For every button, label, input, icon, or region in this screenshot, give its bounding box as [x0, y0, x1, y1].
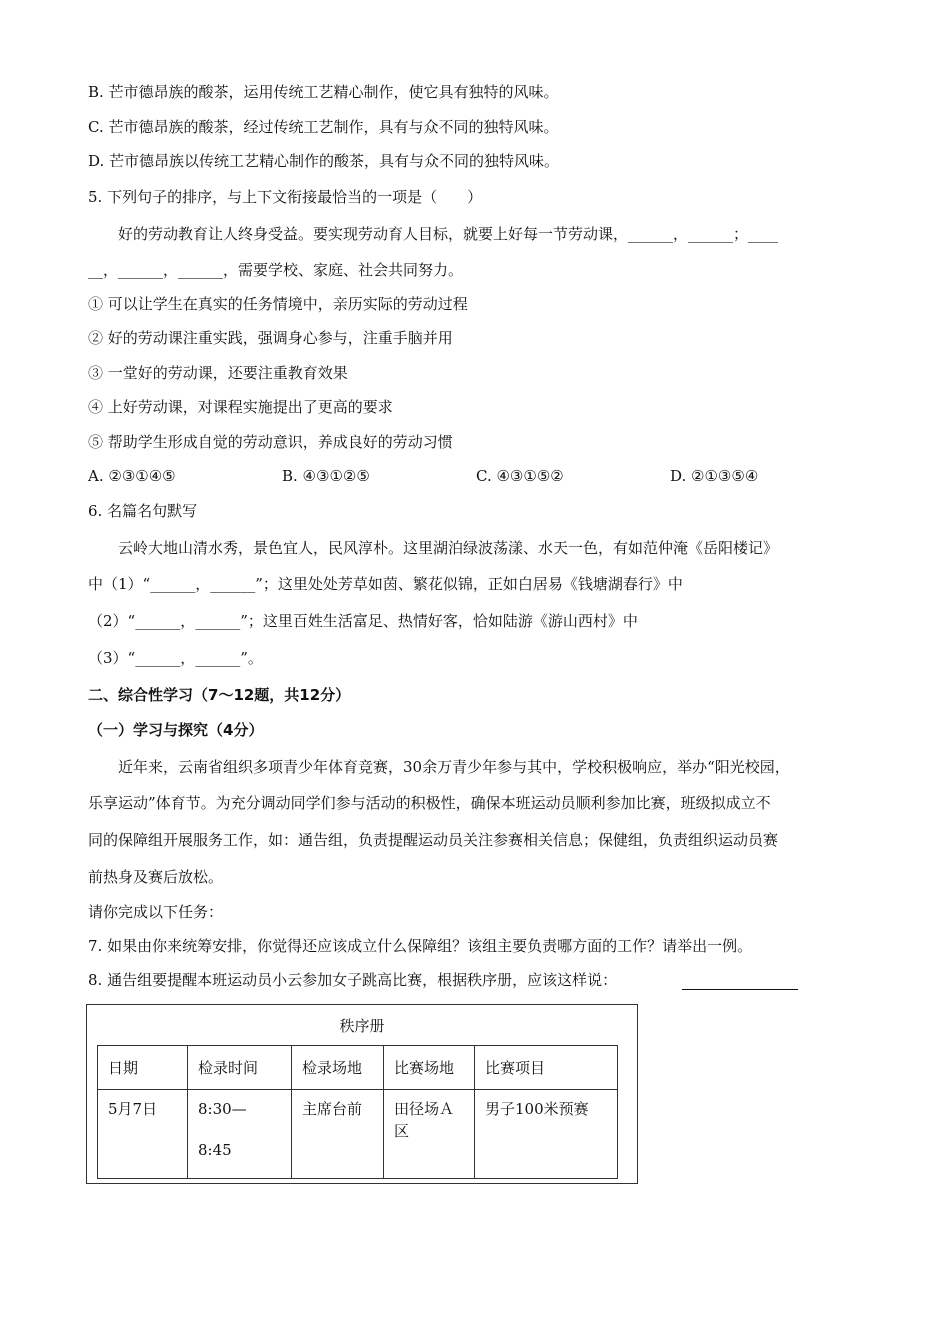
passage-line-4: 前热身及赛后放松。: [88, 868, 224, 886]
q4-option-c: C. 芒市德昂族的酸茶，经过传统工艺制作，具有与众不同的独特风味。: [88, 118, 559, 136]
q5-passage-line-2: __，______，______，需要学校、家庭、社会共同努力。: [88, 261, 464, 279]
cell-check-place: 主席台前: [292, 1090, 384, 1179]
q6-line-4: （3）“______，______”。: [88, 649, 263, 667]
cell-check-time: [188, 1090, 292, 1179]
cell-date: 5月7日: [98, 1090, 188, 1179]
cell-check-time-end: 8:45: [198, 1141, 232, 1159]
q5-option-c: C. ④③①⑤②: [476, 467, 564, 485]
q5-sentence-2: ② 好的劳动课注重实践，强调身心参与，注重手脑并用: [88, 329, 453, 347]
cell-event: 男子100米预赛: [475, 1090, 618, 1179]
task-prompt: 请你完成以下任务：: [88, 903, 224, 921]
q6-line-3: （2）“______，______”；这里百姓生活富足、热情好客，恰如陆游《游山西村》中: [88, 612, 638, 630]
section-2-title: 二、综合性学习（7～12题，共12分）: [88, 686, 351, 704]
q5-sentence-1: ① 可以让学生在真实的任务情境中，亲历实际的劳动过程: [88, 295, 468, 313]
q5-passage-line-1: 好的劳动教育让人终身受益。要实现劳动育人目标，就要上好每一节劳动课，______，______；____: [118, 225, 779, 243]
q4-option-b: B. 芒市德昂族的酸茶，运用传统工艺精心制作，使它具有独特的风味。: [88, 83, 559, 101]
q4-option-d: D. 芒市德昂族以传统工艺精心制作的酸茶，具有与众不同的独特风味。: [88, 152, 560, 170]
q6-stem: 6. 名篇名句默写: [88, 502, 198, 520]
q5-sentence-4: ④ 上好劳动课，对课程实施提出了更高的要求: [88, 398, 393, 416]
schedule-table: [97, 1045, 618, 1179]
q8-answer-line[interactable]: [682, 988, 798, 990]
cell-venue: 田径场Ａ区: [384, 1090, 475, 1179]
header-venue: 比赛场地: [384, 1046, 475, 1090]
q5-sentence-3: ③ 一堂好的劳动课，还要注重教育效果: [88, 364, 348, 382]
passage-line-1: 近年来，云南省组织多项青少年体育竞赛，30余万青少年参与其中，学校积极响应，举办“阳光校园，: [118, 758, 790, 776]
q7-text: 7. 如果由你来统筹安排，你觉得还应该成立什么保障组？该组主要负责哪方面的工作？请举出一例。: [88, 937, 753, 955]
q6-line-1: 云岭大地山清水秀，景色宜人，民风淳朴。这里湖泊绿波荡漾、水天一色，有如范仲淹《岳阳楼记》: [118, 539, 779, 557]
q5-option-d: D. ②①③⑤④: [670, 467, 759, 485]
q6-line-2: 中（1）“______，______”；这里处处芳草如茵、繁花似锦，正如白居易《钱塘湖春行》中: [88, 575, 683, 593]
q5-option-a: A. ②③①④⑤: [88, 467, 176, 485]
q5-option-b: B. ④③①②⑤: [282, 467, 370, 485]
q5-sentence-5: ⑤ 帮助学生形成自觉的劳动意识，养成良好的劳动习惯: [88, 433, 453, 451]
q8-text: 8. 通告组要提醒本班运动员小云参加女子跳高比赛，根据秩序册，应该这样说：: [88, 971, 618, 989]
table-header-row: [98, 1046, 618, 1090]
header-check-place: 检录场地: [292, 1046, 384, 1090]
passage-line-3: 同的保障组开展服务工作，如：通告组，负责提醒运动员关注参赛相关信息；保健组，负责组织运动员赛: [88, 831, 779, 849]
schedule-box: [86, 1004, 638, 1184]
q5-stem: 5. 下列句子的排序，与上下文衔接最恰当的一项是（ ）: [88, 188, 483, 206]
cell-check-time-start: 8:30—: [198, 1100, 247, 1118]
subsection-1-title: （一）学习与探究（4分）: [88, 721, 264, 739]
schedule-title: 秩序册: [339, 1017, 385, 1035]
header-event: 比赛项目: [475, 1046, 618, 1090]
table-row: [98, 1090, 618, 1179]
header-date: 日期: [98, 1046, 188, 1090]
passage-line-2: 乐享运动”体育节。为充分调动同学们参与活动的积极性，确保本班运动员顺利参加比赛，班级拟成立不: [88, 794, 771, 812]
header-check-time: 检录时间: [188, 1046, 292, 1090]
